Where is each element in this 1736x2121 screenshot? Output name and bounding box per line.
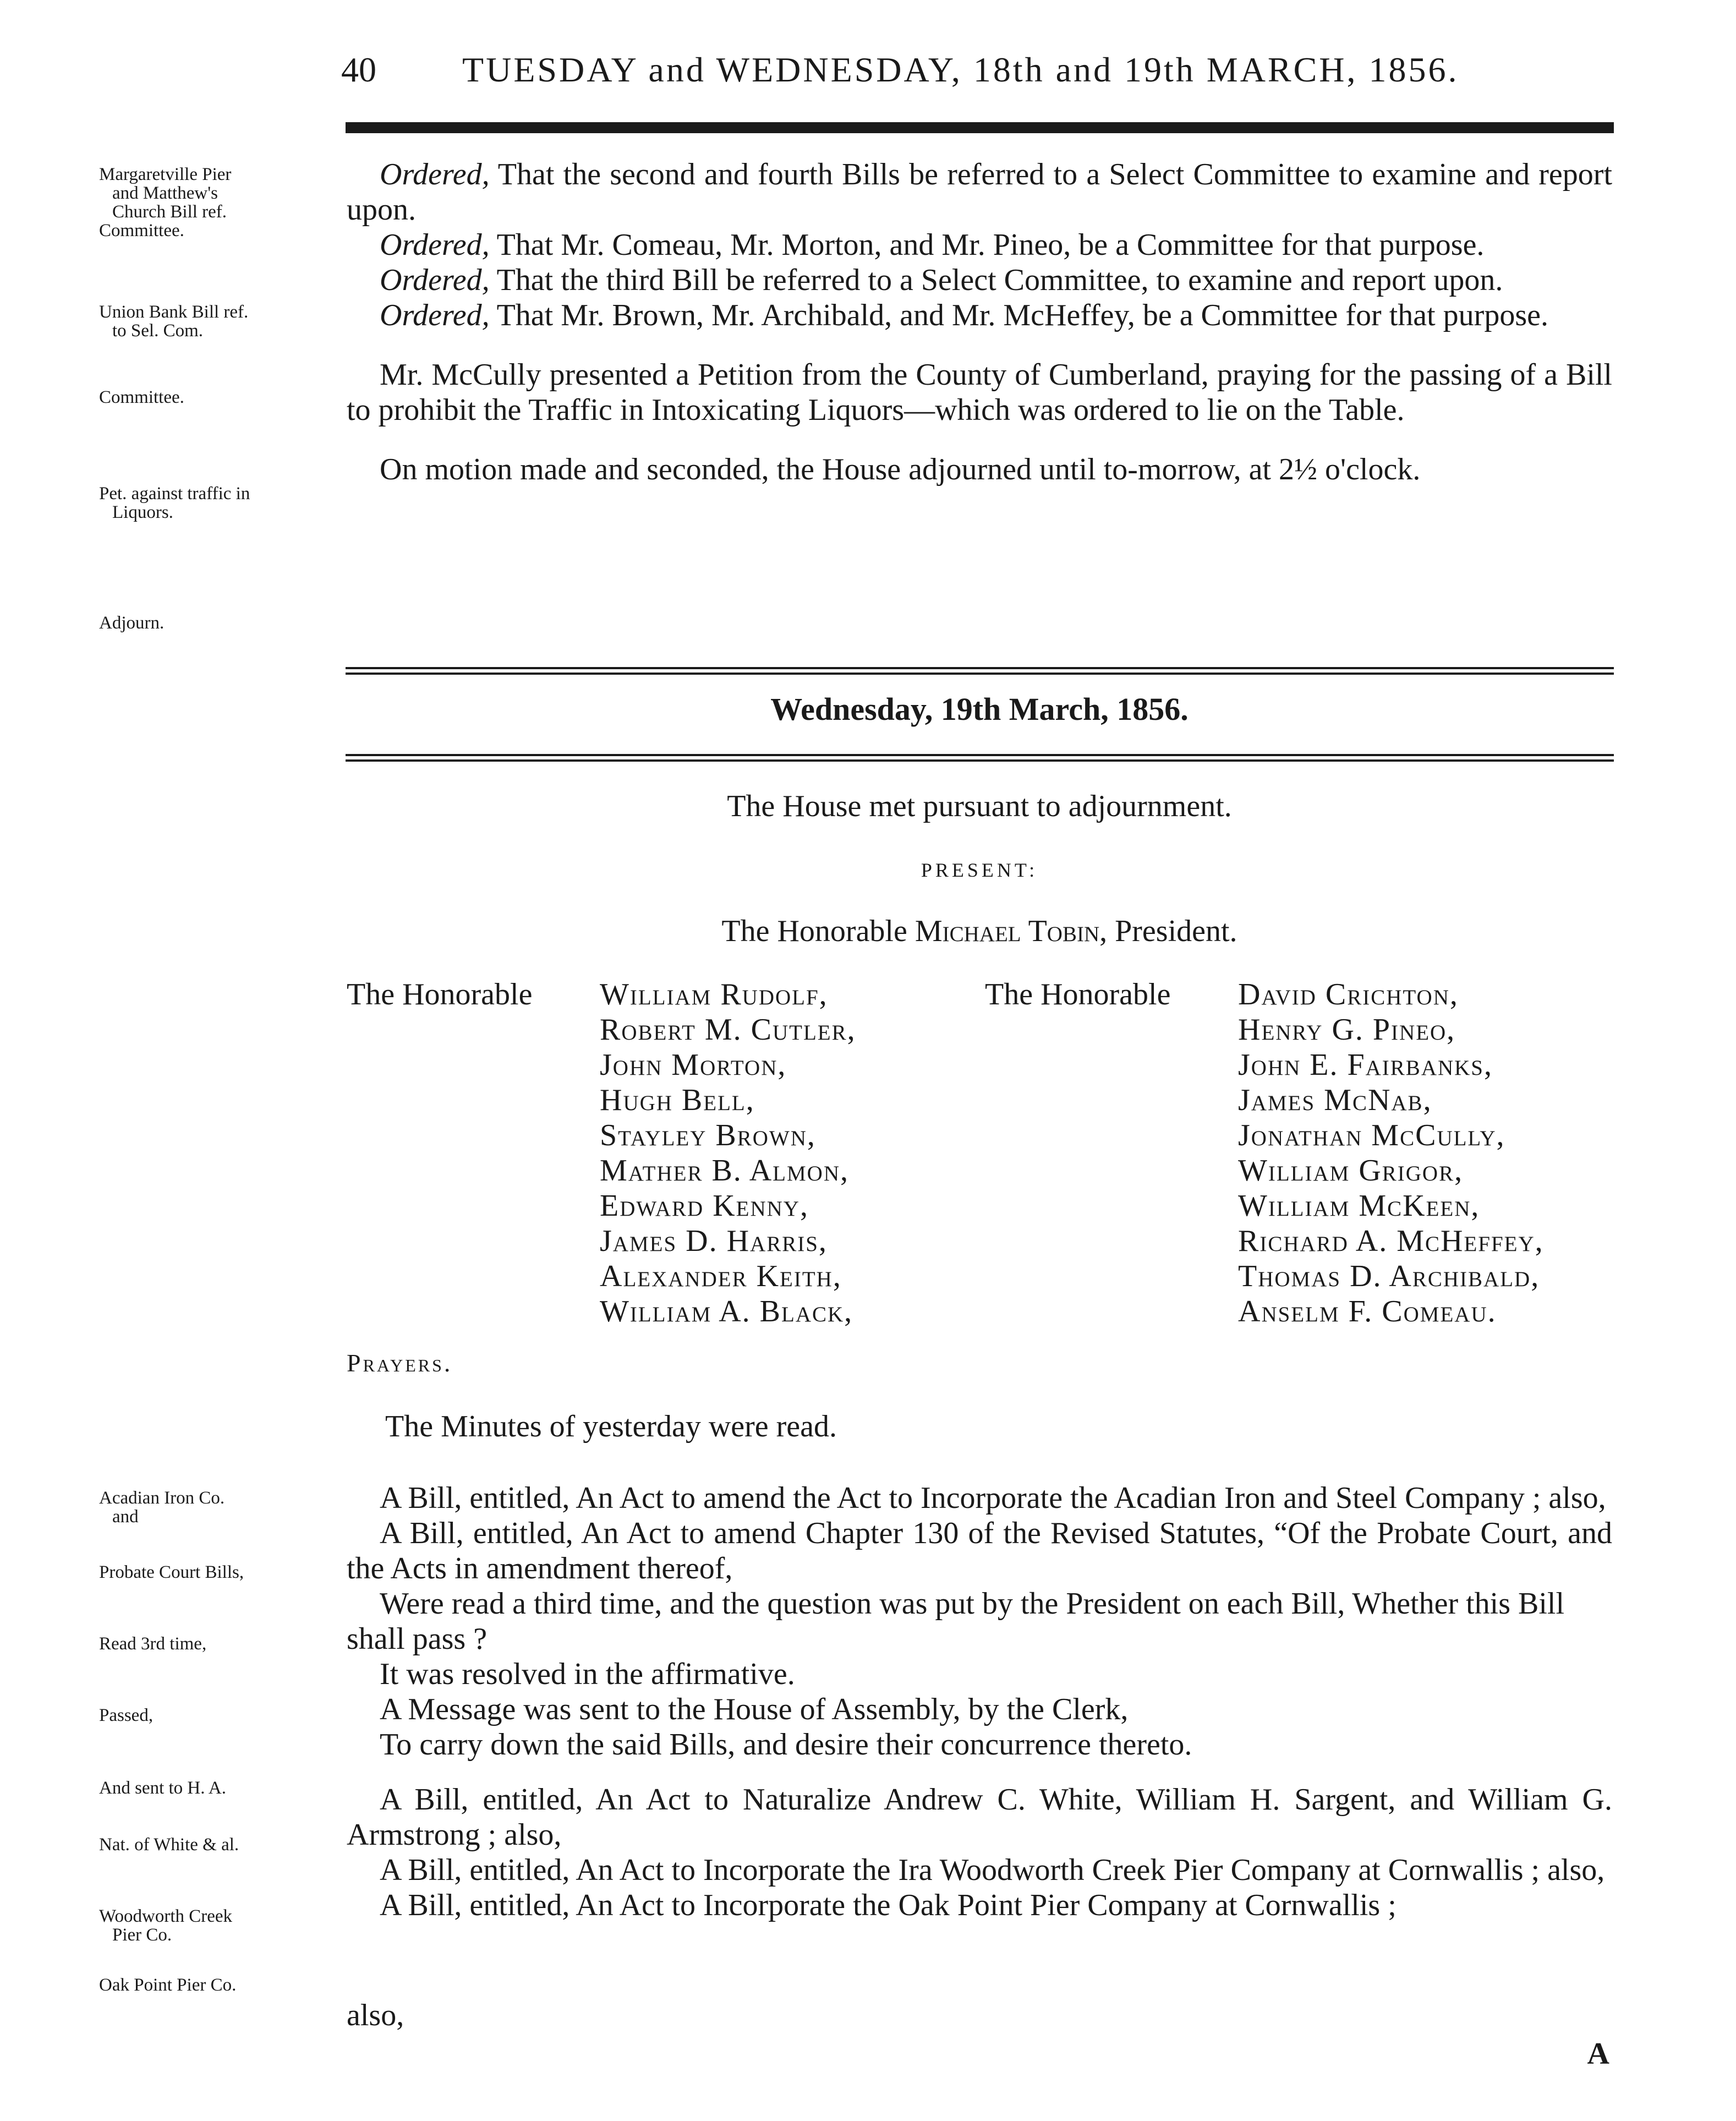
honorable-label-right: The Honorable [985,977,1171,1012]
house-met: The House met pursuant to adjournment. [727,789,1232,823]
prayers: Prayers. [347,1349,453,1377]
member-name: James McNab, [1238,1083,1432,1117]
member-name: Richard A. McHeffey, [1238,1224,1544,1258]
member-name: Mather B. Almon, [600,1154,849,1188]
page-header [341,50,1618,99]
member-name: Jonathan McCully, [1238,1118,1505,1152]
tuesday-proceedings [347,157,1612,487]
member-name: William McKeen, [1238,1189,1480,1223]
bill-oak-point: A Bill, entitled, An Act to Incorporate the Oak Point Pier Company at Cornwallis ; [380,1888,1397,1922]
section-rule-top [346,667,1614,675]
member-name: John Morton, [600,1048,787,1082]
margin-note-passed: Passed, [99,1705,154,1725]
member-name: James D. Harris, [600,1224,828,1258]
petition-paragraph: Mr. McCully presented a Petition from the County of Cumberland, praying for the passing of a Bill to prohibit the Traffic in Intoxicating Liquors—which was ordered to lie on the Table. [347,358,1612,427]
member-name: Hugh Bell, [600,1083,755,1117]
member-name: Thomas D. Archibald, [1238,1259,1540,1293]
margin-note-oak-point: Oak Point Pier Co. [99,1975,237,1995]
page-number: 40 [341,50,376,89]
section-rule-bottom [346,754,1614,762]
bill-probate-court: A Bill, entitled, An Act to amend Chapter 130 of the Revised Statutes, “Of the Probate Court, and the Acts in amendment thereof, [347,1516,1612,1586]
also-line: also, [347,1998,404,2032]
adjourn-paragraph: On motion made and seconded, the House adjourned until to-morrow, at 2½ o'clock. [380,452,1421,486]
margin-note-probate: Probate Court Bills, [99,1562,244,1582]
resolved-affirmative: It was resolved in the affirmative. [380,1657,795,1691]
present-label: PRESENT: [921,859,1038,881]
member-name: Henry G. Pineo, [1238,1013,1456,1047]
carry-down: To carry down the said Bills, and desire their concurrence thereto. [380,1728,1192,1762]
member-name: Stayley Brown, [600,1118,816,1152]
order-committee-brown: Ordered, That Mr. Brown, Mr. Archibald, and Mr. McHeffey, be a Committee for that purpose. [380,298,1548,332]
president-name: Michael Tobin [914,914,1100,948]
date-heading: Wednesday, 19th March, 1856. [770,691,1189,727]
member-name: William Rudolf, [600,977,828,1012]
order-committee-comeau: Ordered, That Mr. Comeau, Mr. Morton, and Mr. Pineo, be a Committee for that purpose. [380,228,1485,262]
catchword: A [1587,2037,1609,2071]
margin-note-woodworth: Woodworth Creek Pier Co. [99,1906,233,1945]
header-rule [346,122,1614,133]
header-title: TUESDAY and WEDNESDAY, 18th and 19th MARCH, 1856. [462,50,1459,89]
member-name: William Grigor, [1238,1154,1464,1188]
minutes-read: The Minutes of yesterday were read. [385,1409,837,1444]
order-second-fourth-bills: Ordered, That the second and fourth Bills be referred to a Select Committee to examine and report upon. [347,157,1612,227]
bill-woodworth: A Bill, entitled, An Act to Incorporate the Ira Woodworth Creek Pier Company at Cornwallis ; also, [380,1853,1605,1887]
member-name: John E. Fairbanks, [1238,1048,1493,1082]
margin-note-adjourn: Adjourn. [99,613,165,633]
president-line: The Honorable Michael Tobin, President. [721,914,1237,948]
message-sent: A Message was sent to the House of Assembly, by the Clerk, [380,1692,1129,1726]
margin-note-acadian: Acadian Iron Co. and [99,1488,225,1527]
bill-naturalize: A Bill, entitled, An Act to Naturalize Andrew C. White, William H. Sargent, and William G. Armstrong ; also, [347,1783,1612,1852]
margin-note-union-bank: Union Bank Bill ref. to Sel. Com. [99,302,249,341]
member-name: Edward Kenny, [600,1189,809,1223]
margin-note-petition: Pet. against traffic in Liquors. [99,484,250,522]
margin-note-read-third: Read 3rd time, [99,1634,207,1654]
member-name: David Crichton, [1238,977,1459,1012]
member-name: Alexander Keith, [600,1259,842,1293]
members-list-left [600,977,856,1329]
margin-note-committee: Committee. [99,387,184,407]
member-name: Robert M. Cutler, [600,1013,856,1047]
members-list-right [1238,977,1544,1329]
honorable-label-left: The Honorable [347,977,533,1012]
member-name: Anselm F. Comeau. [1238,1294,1497,1329]
margin-note-margaretville: Margaretville Pier and Matthew's Church Bill ref. Committee. [99,165,232,240]
order-third-bill: Ordered, That the third Bill be referred to a Select Committee, to examine and report upon. [380,263,1503,297]
member-name: William A. Black, [600,1294,853,1329]
read-third-time: Were read a third time, and the question was put by the President on each Bill, Whether this Bill shall pass ? [347,1587,1565,1656]
bill-acadian-iron: A Bill, entitled, An Act to amend the Act to Incorporate the Acadian Iron and Steel Company ; also, [380,1481,1606,1515]
wednesday-bills [347,1480,1612,1923]
margin-note-sent-ha: And sent to H. A. [99,1778,226,1798]
margin-note-nat-white: Nat. of White & al. [99,1835,239,1855]
